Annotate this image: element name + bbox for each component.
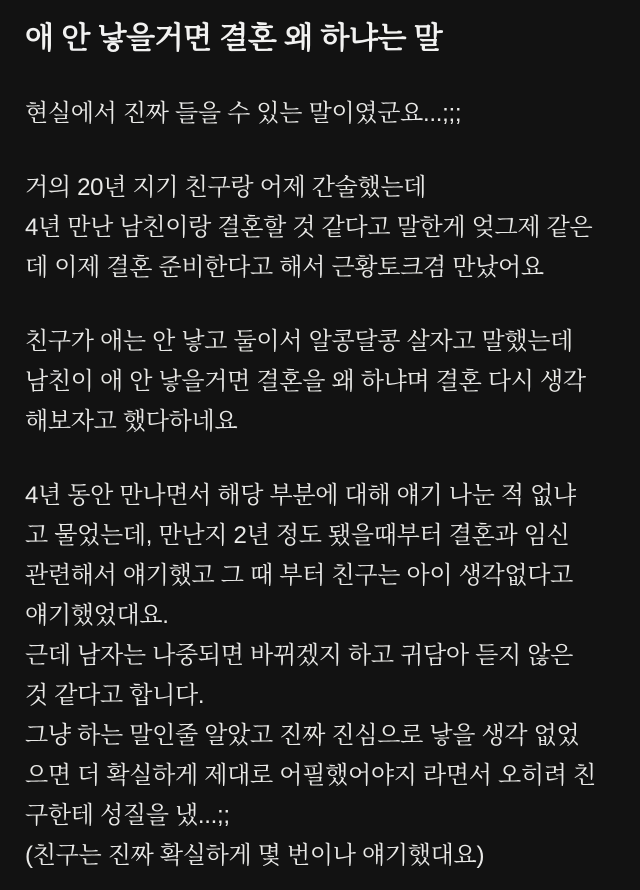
- post-line: 4년 만난 남친이랑 결혼할 것 같다고 말한게 엊그제 같은: [25, 214, 593, 241]
- post-paragraph: [25, 322, 615, 442]
- post-line: 현실에서 진짜 들을 수 있는 말이였군요...;;;: [25, 100, 462, 127]
- post-line: 얘기했었대요.: [25, 602, 169, 629]
- post-line: 데 이제 결혼 준비한다고 해서 근황토크겸 만났어요: [25, 254, 544, 281]
- post-paragraph: [25, 168, 615, 288]
- post-paragraph: [25, 476, 615, 876]
- post-line: 으면 더 확실하게 제대로 어필했어야지 라면서 오히려 친: [25, 762, 596, 789]
- post-line: 남친이 애 안 낳을거면 결혼을 왜 하냐며 결혼 다시 생각: [25, 368, 586, 395]
- post-line: 해보자고 했다하네요: [25, 408, 238, 435]
- post-line: 거의 20년 지기 친구랑 어제 간술했는데: [25, 174, 427, 201]
- post-line: 구한테 성질을 냈...;;: [25, 802, 230, 829]
- post-line: 것 같다고 합니다.: [25, 682, 205, 709]
- post-line: 친구가 애는 안 낳고 둘이서 알콩달콩 살자고 말했는데: [25, 328, 574, 355]
- post-paragraph: [25, 94, 615, 134]
- post-line: 근데 남자는 나중되면 바뀌겠지 하고 귀담아 듣지 않은: [25, 642, 574, 669]
- post-line: 4년 동안 만나면서 해당 부분에 대해 얘기 나눈 적 없냐: [25, 482, 576, 509]
- post-line: 관련해서 얘기했고 그 때 부터 친구는 아이 생각없다고: [25, 562, 574, 589]
- post-line: (친구는 진짜 확실하게 몇 번이나 얘기했대요): [25, 842, 485, 869]
- post-line: 고 물었는데, 만난지 2년 정도 됐을때부터 결혼과 임신: [25, 522, 570, 549]
- post-line: 그냥 하는 말인줄 알았고 진짜 진심으로 낳을 생각 없었: [25, 722, 580, 749]
- post-title: 애 안 낳을거면 결혼 왜 하냐는 말: [25, 22, 443, 55]
